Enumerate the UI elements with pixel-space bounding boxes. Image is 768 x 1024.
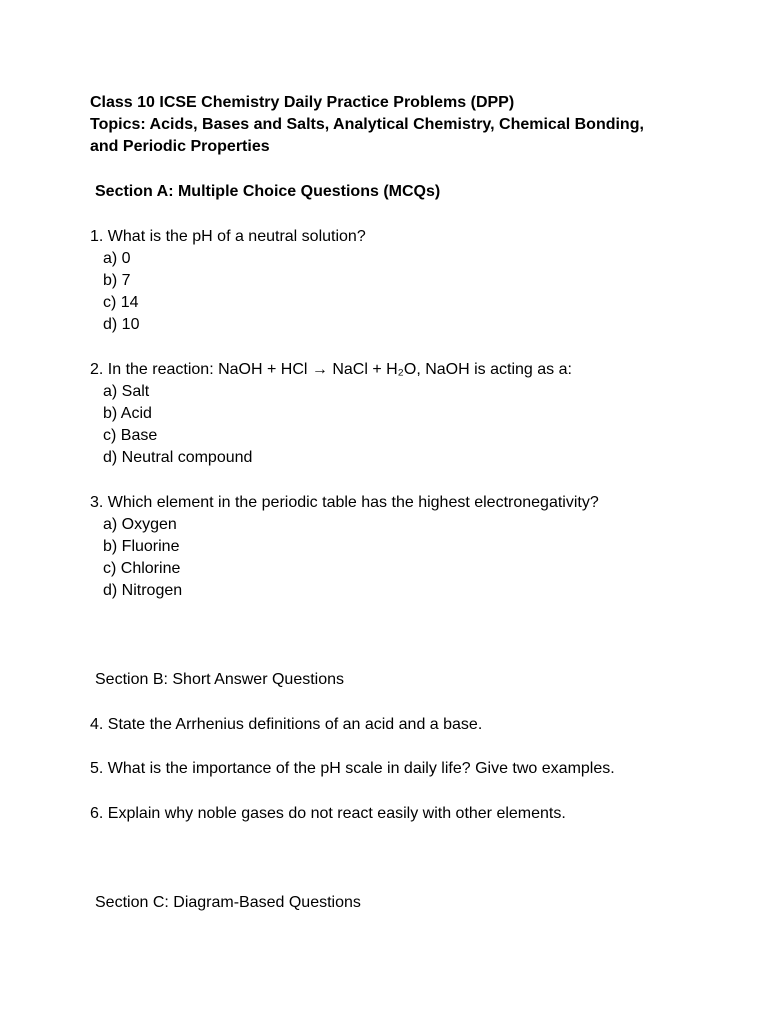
question-1-option-c: c) 14 (103, 294, 139, 311)
question-2-option-b: b) Acid (103, 405, 152, 422)
question-1-option-b: b) 7 (103, 272, 131, 289)
question-1-option-d: d) 10 (103, 316, 140, 333)
question-1: 1. What is the pH of a neutral solution? (90, 228, 366, 245)
question-3-option-a: a) Oxygen (103, 516, 177, 533)
question-5: 5. What is the importance of the pH scale in daily life? Give two examples. (90, 760, 615, 777)
question-4: 4. State the Arrhenius definitions of an acid and a base. (90, 716, 483, 733)
document-title: Class 10 ICSE Chemistry Daily Practice Problems (DPP) (90, 94, 515, 111)
question-3-option-c: c) Chlorine (103, 560, 181, 577)
section-c-heading: Section C: Diagram-Based Questions (95, 894, 361, 911)
section-b-heading: Section B: Short Answer Questions (95, 671, 345, 688)
question-3-option-d: d) Nitrogen (103, 582, 183, 599)
question-3: 3. Which element in the periodic table has the highest electronegativity? (90, 494, 599, 511)
question-2-option-c: c) Base (103, 427, 158, 444)
topics-line-2: and Periodic Properties (90, 138, 270, 155)
question-2: 2. In the reaction: NaOH + HCl → NaCl + H₂O, NaOH is acting as a: (90, 361, 572, 378)
question-2-option-a: a) Salt (103, 383, 150, 400)
question-6: 6. Explain why noble gases do not react easily with other elements. (90, 805, 566, 822)
question-2-option-d: d) Neutral compound (103, 449, 253, 466)
question-1-option-a: a) 0 (103, 250, 131, 267)
topics-line-1: Topics: Acids, Bases and Salts, Analytical Chemistry, Chemical Bonding, (90, 116, 644, 133)
section-a-heading: Section A: Multiple Choice Questions (MCQs) (95, 183, 441, 200)
question-3-option-b: b) Fluorine (103, 538, 180, 555)
